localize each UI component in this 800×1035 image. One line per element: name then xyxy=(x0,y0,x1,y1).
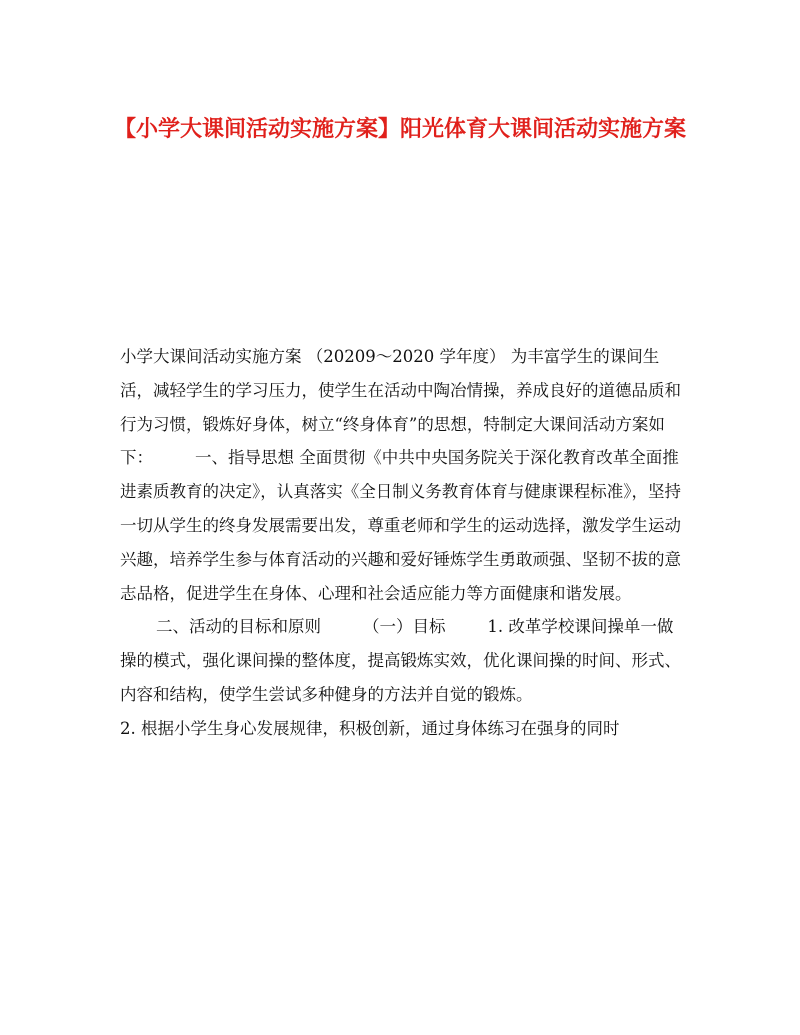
paragraph-item-2: 2. 根据小学生身心发展规律，积极创新，通过身体练习在强身的同时 xyxy=(120,718,620,738)
paragraph-intro: 小学大课间活动实施方案 （20209～2020 学年度） 为丰富学生的课间生活，减轻学生的学习压力，使学生在活动中陶冶情操，养成良好的道德品质和行为习惯，锻炼好身体，树立“终身体育”的思想，特制定大课间活动方案如下： 一、指导思想 全面贯彻《中共中央国务院关于深化教育改革全面推进素质教育的决定》，认真落实《全日制义务教育体育与健康课程标准》，坚持一切从学生的终身发展需要出发，尊重老师和学生的运动选择，激发学生运动兴趣，培养学生参与体育活动的兴趣和爱好锤炼学生勇敢顽强、坚韧不拔的意志品格，促进学生在身体、心理和社会适应能力等方面健康和谐发展。 xyxy=(120,347,681,603)
document-body xyxy=(120,340,686,746)
paragraph-goals: 二、活动的目标和原则 （一）目标 1. 改革学校课间操单一做操的模式，强化课间操的整体度，提高锻炼实效，优化课间操的时间、形式、内容和结构，使学生尝试多种健身的方法并自觉的锻炼。 xyxy=(120,617,681,704)
document-title: 【小学大课间活动实施方案】阳光体育大课间活动实施方案 xyxy=(113,116,686,142)
